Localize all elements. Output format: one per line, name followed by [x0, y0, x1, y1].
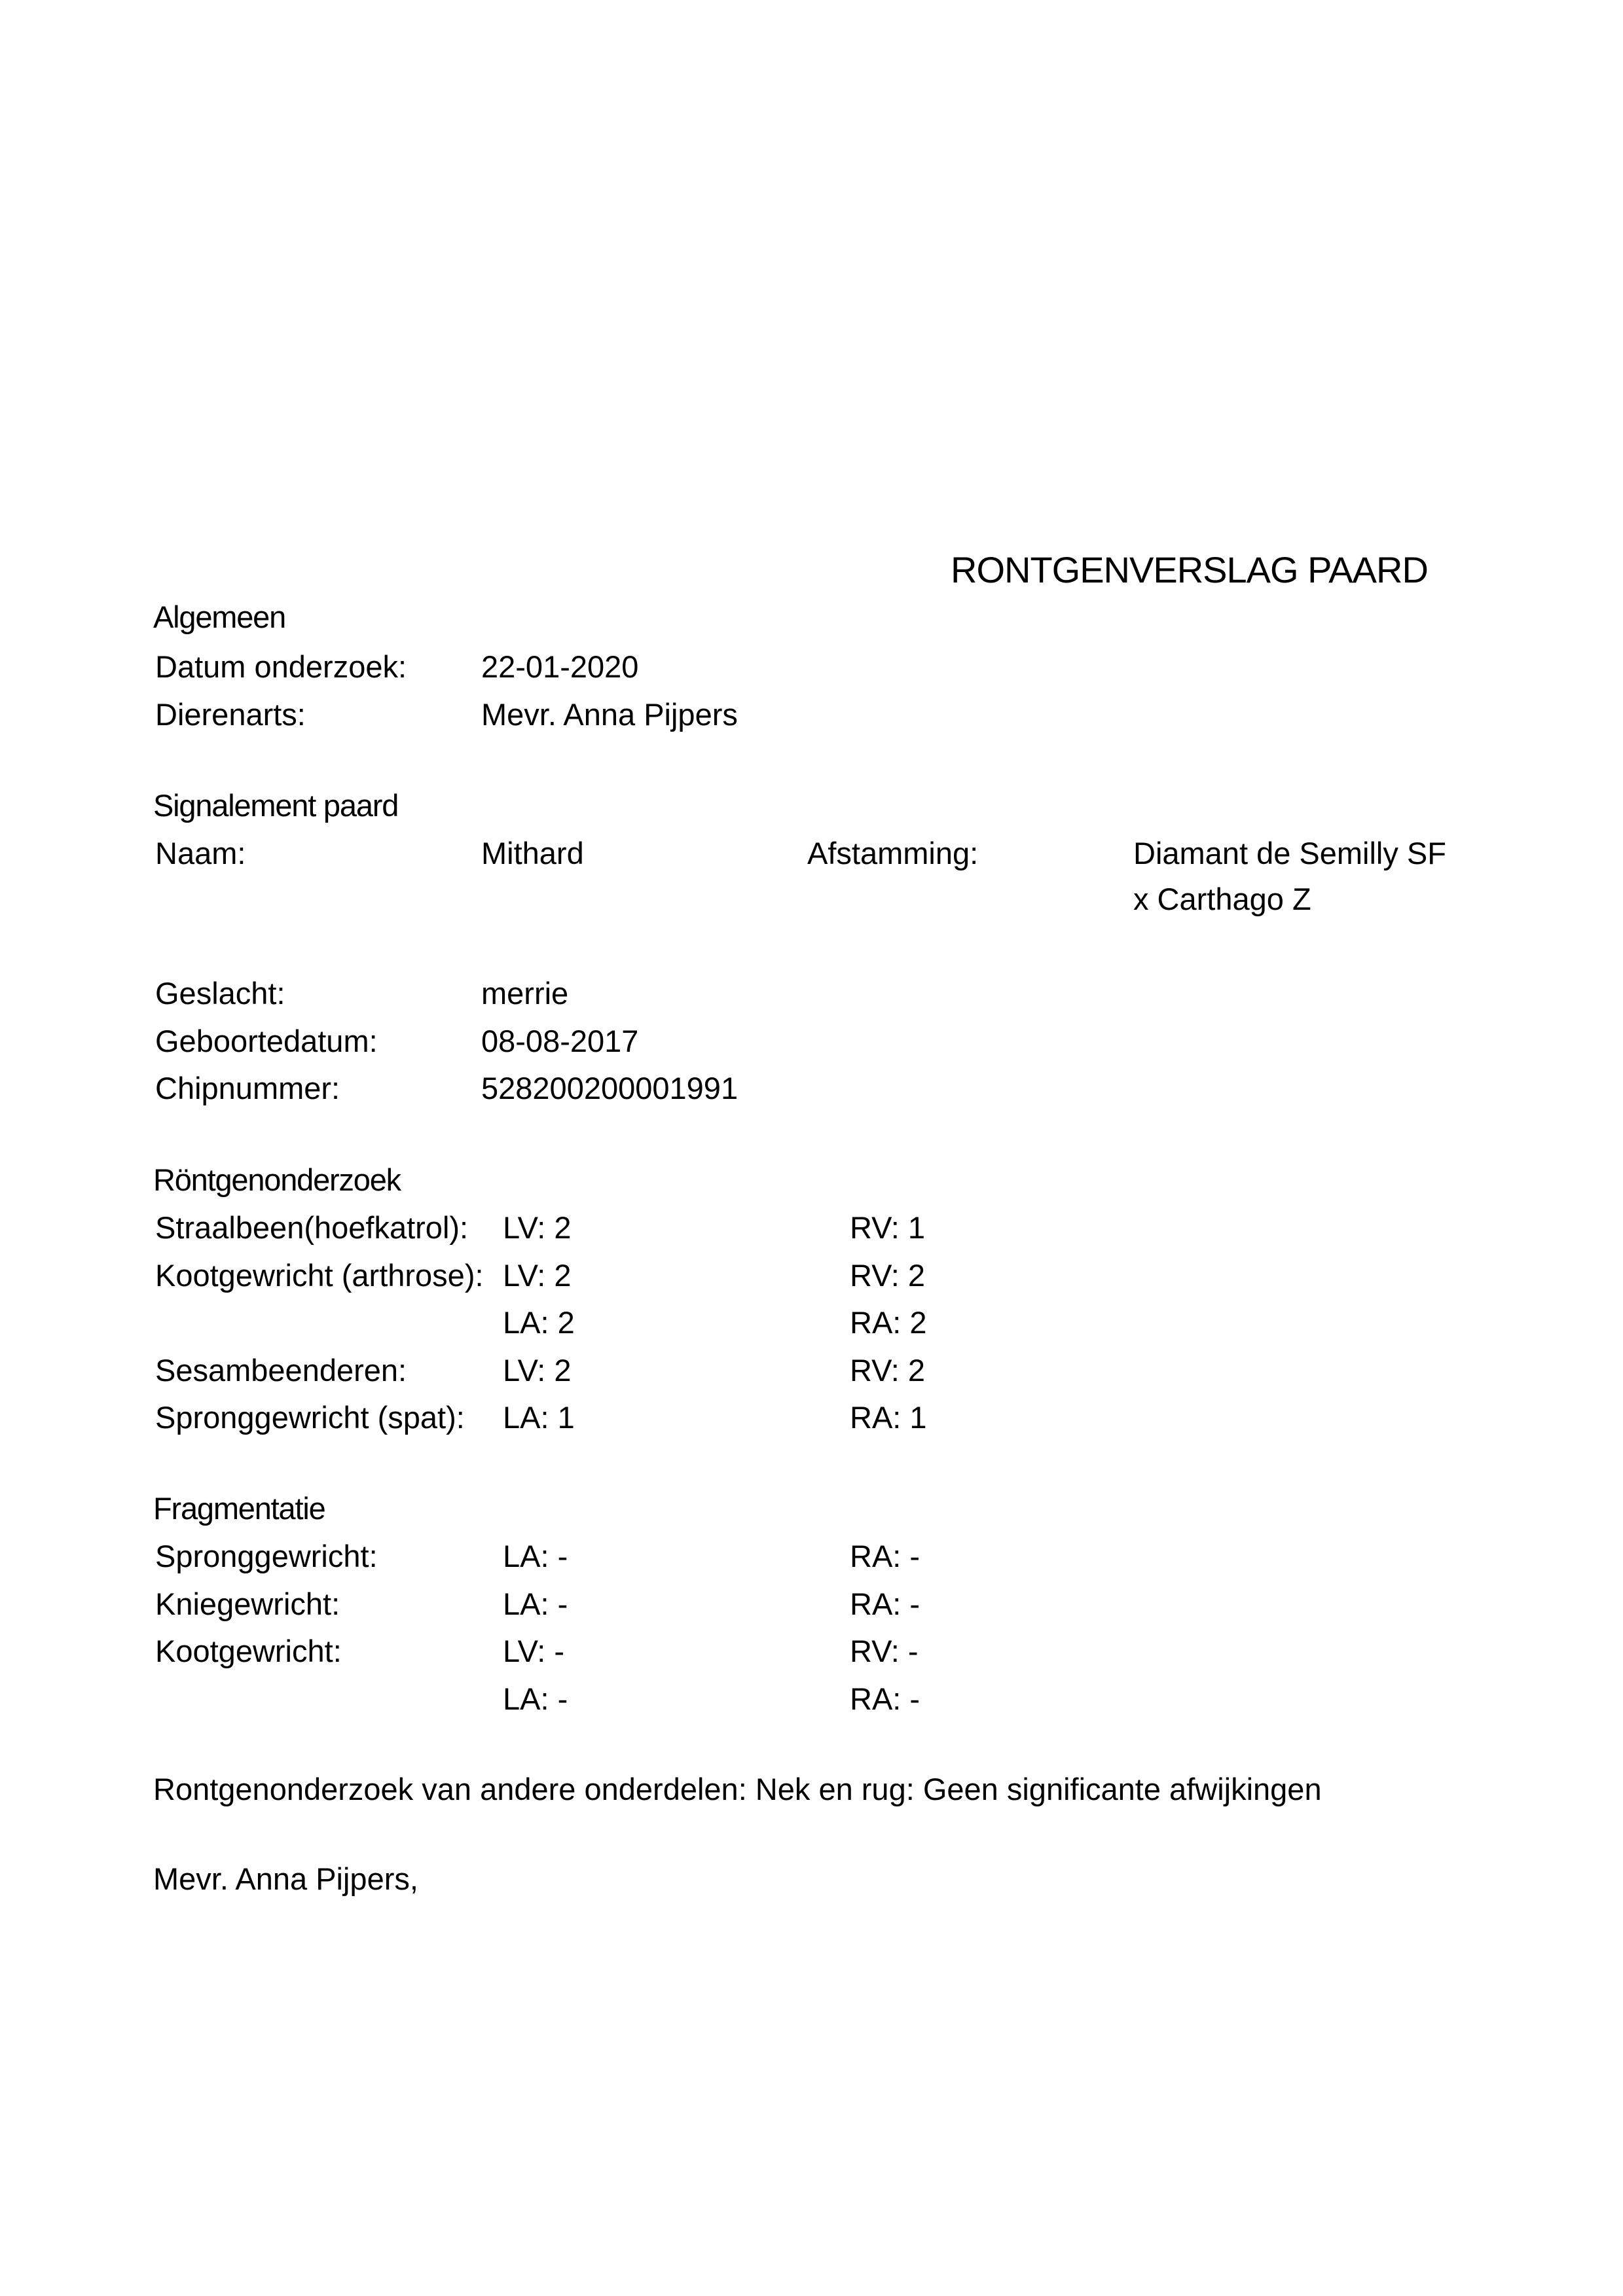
finding-right-kootgewricht-arthrose-voor: RV: 2 [850, 1258, 925, 1293]
finding-label-kootgewricht-arthrose: Kootgewricht (arthrose): [155, 1258, 484, 1293]
finding-left-kootgewricht-arthrose-achter: LA: 2 [503, 1305, 575, 1340]
fragment-label-spronggewricht: Spronggewricht: [155, 1539, 378, 1573]
field-value-geslacht: merrie [481, 976, 569, 1011]
field-value-afstamming-line2: x Carthago Z [1133, 882, 1311, 916]
finding-left-straalbeen: LV: 2 [503, 1210, 572, 1245]
field-value-naam: Mithard [481, 836, 584, 870]
fragment-right-kniegewricht: RA: - [850, 1587, 921, 1621]
finding-label-spronggewricht-spat: Spronggewricht (spat): [155, 1400, 465, 1435]
finding-right-sesambeenderen: RV: 2 [850, 1353, 925, 1388]
section-heading-signalement: Signalement paard [153, 788, 399, 823]
other-findings-text: Rontgenonderzoek van andere onderdelen: Nek en rug: Geen significante afwijkingen [153, 1772, 1322, 1806]
field-label-afstamming: Afstamming: [807, 836, 979, 870]
field-value-dierenarts: Mevr. Anna Pijpers [481, 697, 738, 732]
finding-left-sesambeenderen: LV: 2 [503, 1353, 572, 1388]
finding-label-straalbeen: Straalbeen(hoefkatrol): [155, 1210, 469, 1245]
field-label-geboortedatum: Geboortedatum: [155, 1024, 378, 1058]
finding-right-spronggewricht-spat: RA: 1 [850, 1400, 927, 1435]
fragment-left-kootgewricht-achter: LA: - [503, 1681, 568, 1716]
section-heading-rontgenonderzoek: Röntgenonderzoek [153, 1162, 401, 1197]
fragment-right-kootgewricht-voor: RV: - [850, 1634, 919, 1668]
fragment-label-kniegewricht: Kniegewricht: [155, 1587, 340, 1621]
fragment-label-kootgewricht: Kootgewricht: [155, 1634, 342, 1668]
finding-left-kootgewricht-arthrose-voor: LV: 2 [503, 1258, 572, 1293]
field-label-datum-onderzoek: Datum onderzoek: [155, 649, 407, 684]
section-heading-algemeen: Algemeen [153, 600, 286, 634]
finding-right-straalbeen: RV: 1 [850, 1210, 925, 1245]
field-label-dierenarts: Dierenarts: [155, 697, 306, 732]
fragment-right-kootgewricht-achter: RA: - [850, 1681, 921, 1716]
finding-right-kootgewricht-arthrose-achter: RA: 2 [850, 1305, 927, 1340]
fragment-left-spronggewricht: LA: - [503, 1539, 568, 1573]
signature-name: Mevr. Anna Pijpers, [153, 1861, 418, 1896]
field-label-geslacht: Geslacht: [155, 976, 285, 1011]
field-value-chipnummer: 528200200001991 [481, 1071, 739, 1105]
section-heading-fragmentatie: Fragmentatie [153, 1491, 325, 1526]
fragment-right-spronggewricht: RA: - [850, 1539, 921, 1573]
field-value-afstamming-line1: Diamant de Semilly SF [1133, 836, 1446, 870]
report-title: RONTGENVERSLAG PAARD [951, 549, 1428, 590]
field-label-naam: Naam: [155, 836, 246, 870]
fragment-left-kootgewricht-voor: LV: - [503, 1634, 565, 1668]
fragment-left-kniegewricht: LA: - [503, 1587, 568, 1621]
field-label-chipnummer: Chipnummer: [155, 1071, 340, 1105]
finding-left-spronggewricht-spat: LA: 1 [503, 1400, 575, 1435]
field-value-datum-onderzoek: 22-01-2020 [481, 649, 639, 684]
finding-label-sesambeenderen: Sesambeenderen: [155, 1353, 407, 1388]
field-value-geboortedatum: 08-08-2017 [481, 1024, 639, 1058]
